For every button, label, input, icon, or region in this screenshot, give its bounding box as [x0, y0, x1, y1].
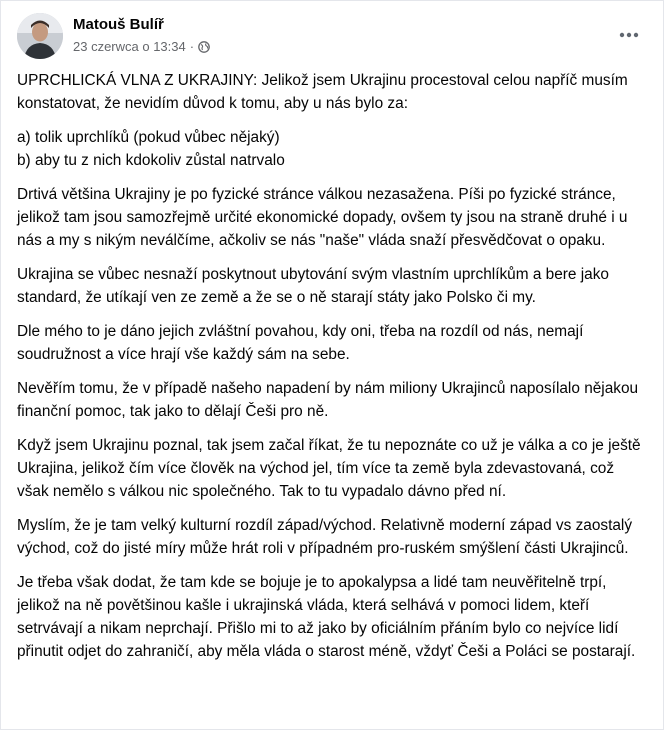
globe-icon[interactable] [198, 41, 210, 53]
more-options-button[interactable] [611, 17, 647, 53]
post-timestamp[interactable]: 23 czerwca o 13:34 [73, 39, 186, 54]
post-paragraph: Je třeba však dodat, že tam kde se bojuje je to apokalypsa a lidé tam neuvěřitelně trpí, jelikož na ně povětšinou kašle i ukrajinská vláda, která selhává v pomoci lidem, kteří setrvávají a nikam neprchají. Přišlo mi to až jako by oficiálním přáním bylo co nejvíce lidí přinutit odjet do zahraničí, aby měla vláda o starost méně, vždyť Češi a Poláci se postarají. [17, 574, 636, 660]
post-header [17, 13, 647, 59]
avatar[interactable] [17, 13, 63, 59]
post-paragraph: Když jsem Ukrajinu poznal, tak jsem začal říkat, že tu nepoznáte co už je válka a co je ještě Ukrajina, jelikož čím více člověk na východ jel, tím více ta země byla zdevastovaná, což však nemělo s válkou nic společného. Tak to tu vypadalo dávno před ní. [17, 437, 641, 500]
post-paragraph: Nevěřím tomu, že v případě našeho napadení by nám miliony Ukrajinců naposílalo nějakou finanční pomoc, tak jako to dělají Češi pro ně. [17, 380, 639, 420]
post-meta [73, 39, 210, 54]
avatar-photo-icon [17, 13, 63, 59]
post-paragraph: UPRCHLICKÁ VLNA Z UKRAJINY: Jelikož jsem Ukrajinu procestoval celou napříč musím konstatovat, že nevidím důvod k tomu, aby u nás bylo za: [17, 72, 628, 112]
post-paragraph: Drtivá většina Ukrajiny je po fyzické stránce válkou nezasažena. Píši po fyzické stránce, jelikož tam jsou samozřejmě určité ekonomické dopady, ovšem ty jsou na straně druhé i u nás a my s nikým neválčíme, ačkoliv se nás "naše" vláda snaží přesvědčovat o opaku. [17, 186, 628, 249]
post-paragraph: b) aby tu z nich kdokoliv zůstal natrvalo [17, 152, 285, 169]
post-paragraph: Dle mého to je dáno jejich zvláštní povahou, kdy oni, třeba na rozdíl od nás, nemají soudružnost a více hrají vše každý sám na sebe. [17, 323, 584, 363]
post-paragraph: a) tolik uprchlíků (pokud vůbec nějaký) [17, 129, 280, 146]
more-options-icon [619, 32, 639, 38]
post-paragraph: Myslím, že je tam velký kulturní rozdíl západ/východ. Relativně moderní západ vs zaostalý východ, což do jisté míry může hrát roli v případném pro-ruském smýšlení části Ukrajinců. [17, 517, 633, 557]
meta-separator: · [189, 39, 195, 54]
post-paragraph: Ukrajina se vůbec nesnaží poskytnout ubytování svým vlastním uprchlíkům a bere jako standard, že utíkají ven ze země a že se o ně starají státy jako Polsko či my. [17, 266, 609, 306]
author-name[interactable]: Matouš Bulíř [73, 16, 164, 33]
post-text [17, 69, 647, 674]
